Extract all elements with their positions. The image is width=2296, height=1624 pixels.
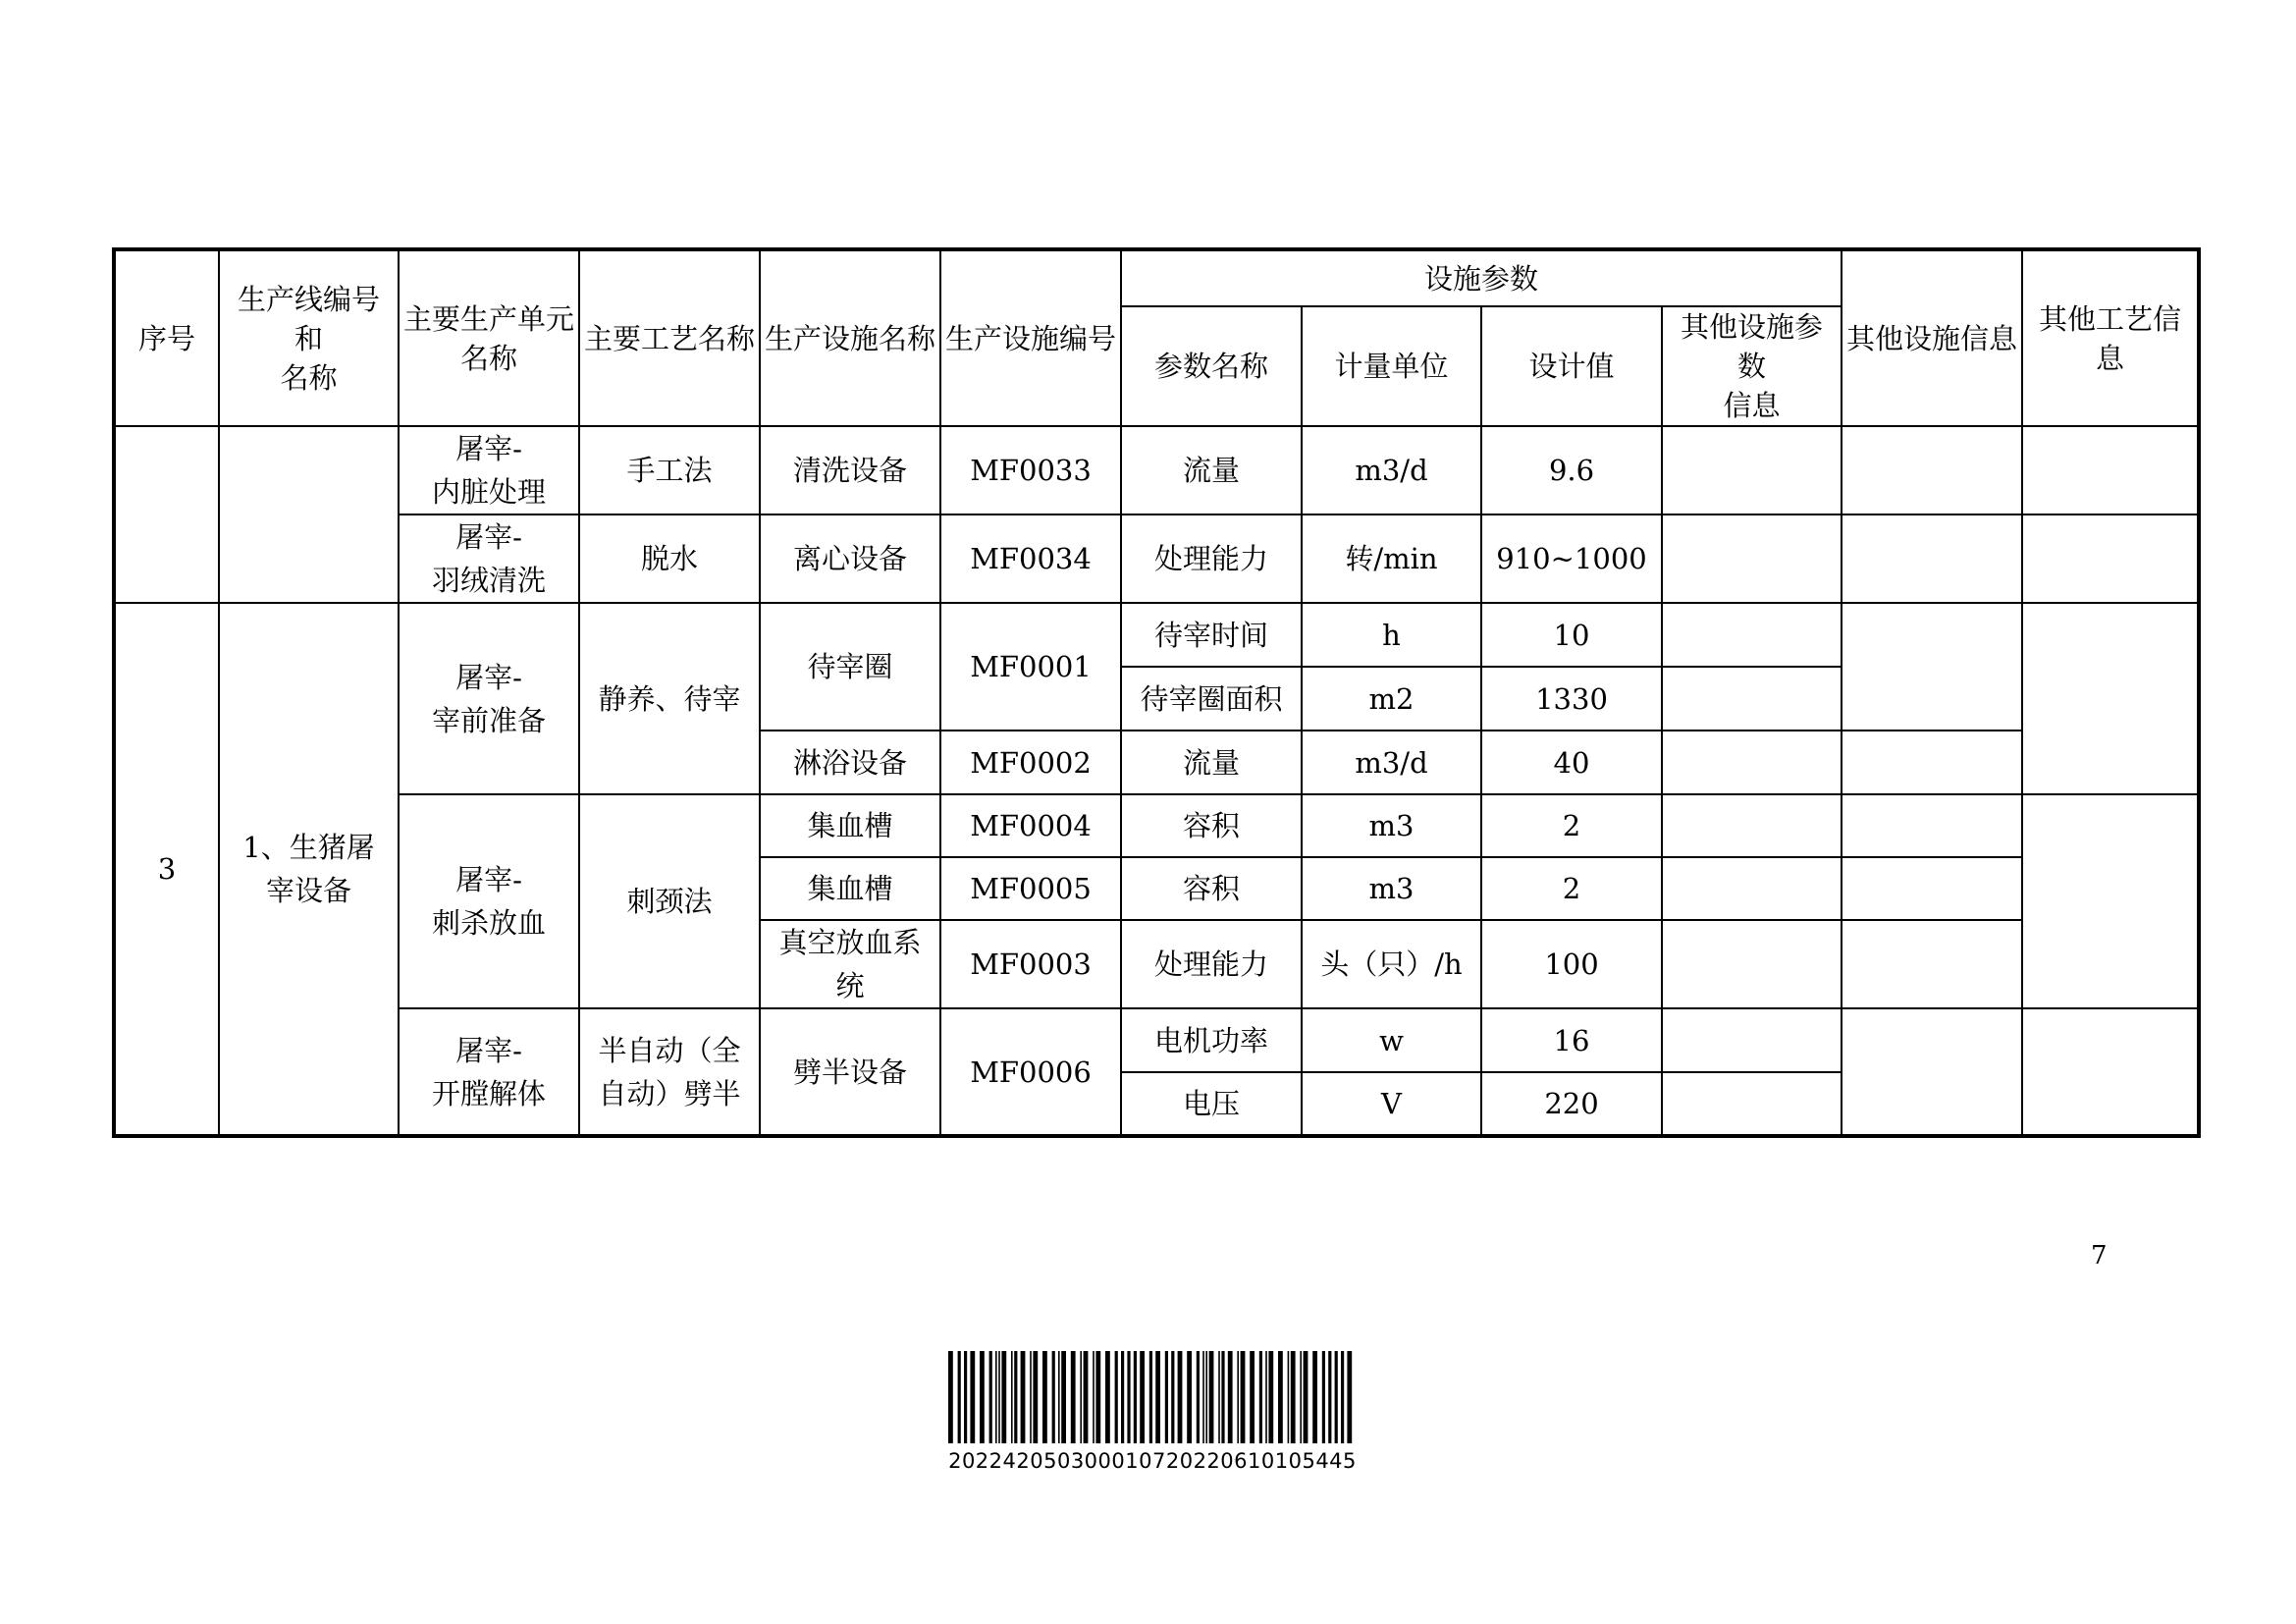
header-params-group: 设施参数 [1121, 249, 1842, 306]
barcode-bar [1021, 1351, 1026, 1443]
cell-other-param [1662, 1008, 1842, 1072]
cell-value: 2 [1481, 857, 1662, 920]
barcode-bar [1149, 1351, 1152, 1443]
barcode-bar [1291, 1351, 1296, 1443]
cell-other-process [2022, 426, 2199, 514]
cell-param: 待宰时间 [1121, 603, 1302, 667]
header-param-name: 参数名称 [1121, 306, 1302, 426]
cell-other-facility [1842, 514, 2022, 603]
cell-process: 半自动（全 自动）劈半 [579, 1008, 760, 1136]
barcode-bar [1014, 1351, 1017, 1443]
barcode-bar [964, 1351, 967, 1443]
barcode-bar [1001, 1351, 1006, 1443]
cell-seq: 3 [114, 603, 219, 1136]
cell-other-facility [1842, 1008, 2022, 1136]
cell-unit: 屠宰- 开膛解体 [399, 1008, 579, 1136]
cell-unit: 屠宰- 刺杀放血 [399, 794, 579, 1008]
barcode-bar [1328, 1351, 1331, 1443]
barcode-bar [948, 1351, 953, 1443]
cell-other-param [1662, 426, 1842, 514]
barcode-bar [970, 1351, 975, 1443]
cell-facility: 集血槽 [760, 857, 940, 920]
barcode-bar [1265, 1351, 1267, 1443]
cell-code: MF0006 [940, 1008, 1121, 1136]
cell-other-process [2022, 514, 2199, 603]
header-measure-unit: 计量单位 [1302, 306, 1481, 426]
cell-param: 待宰圈面积 [1121, 667, 1302, 731]
barcode-bar [1105, 1351, 1110, 1443]
header-facility-code: 生产设施编号 [940, 249, 1121, 426]
cell-process: 静养、待宰 [579, 603, 760, 794]
cell-line-empty [219, 426, 399, 603]
cell-param: 流量 [1121, 731, 1302, 794]
barcode-bar [998, 1351, 1000, 1443]
barcode-bar [1011, 1351, 1013, 1443]
barcode-bar [1347, 1351, 1352, 1443]
cell-param: 电机功率 [1121, 1008, 1302, 1072]
header-line: 生产线编号和 名称 [219, 249, 399, 426]
cell-other-process [2022, 1008, 2199, 1136]
barcode-bar [1052, 1351, 1055, 1443]
cell-param: 处理能力 [1121, 920, 1302, 1008]
cell-param: 处理能力 [1121, 514, 1302, 603]
cell-other-facility [1842, 603, 2022, 731]
barcode-bar [1071, 1351, 1076, 1443]
barcode-bar [1140, 1351, 1145, 1443]
cell-facility: 集血槽 [760, 794, 940, 857]
cell-other-facility [1842, 920, 2022, 1008]
cell-measure: m2 [1302, 667, 1481, 731]
cell-other-param [1662, 731, 1842, 794]
cell-code: MF0034 [940, 514, 1121, 603]
cell-other-facility [1842, 426, 2022, 514]
cell-process: 脱水 [579, 514, 760, 603]
cell-line: 1、生猪屠 宰设备 [219, 603, 399, 1136]
barcode-bar [1278, 1351, 1283, 1443]
barcode-bar [1127, 1351, 1130, 1443]
cell-param: 电压 [1121, 1072, 1302, 1136]
barcode-bar [1341, 1351, 1344, 1443]
cell-other-param [1662, 920, 1842, 1008]
barcode-bar [1228, 1351, 1233, 1443]
cell-process: 刺颈法 [579, 794, 760, 1008]
header-design-value: 设计值 [1481, 306, 1662, 426]
barcode-bar [995, 1351, 997, 1443]
barcode-bar [1300, 1351, 1302, 1443]
cell-value: 1330 [1481, 667, 1662, 731]
cell-param: 容积 [1121, 857, 1302, 920]
cell-measure: 转/min [1302, 514, 1481, 603]
barcode-bar [1202, 1351, 1204, 1443]
cell-param: 流量 [1121, 426, 1302, 514]
cell-unit: 屠宰- 羽绒清洗 [399, 514, 579, 603]
barcode-bar [1312, 1351, 1317, 1443]
barcode-bar [1218, 1351, 1220, 1443]
cell-other-facility [1842, 731, 2022, 794]
cell-unit: 屠宰- 宰前准备 [399, 603, 579, 794]
barcode-bar [989, 1351, 992, 1443]
cell-code: MF0003 [940, 920, 1121, 1008]
barcode-bar [1165, 1351, 1168, 1443]
barcode-bar [1171, 1351, 1174, 1443]
header-unit: 主要生产单元 名称 [399, 249, 579, 426]
cell-facility: 淋浴设备 [760, 731, 940, 794]
cell-measure: m3 [1302, 794, 1481, 857]
cell-other-facility [1842, 857, 2022, 920]
cell-measure: m3/d [1302, 426, 1481, 514]
barcode-bar [1288, 1351, 1290, 1443]
cell-other-param [1662, 603, 1842, 667]
cell-facility: 真空放血系 统 [760, 920, 940, 1008]
page-number: 7 [2091, 1241, 2108, 1271]
barcode-bar [1209, 1351, 1214, 1443]
header-other-facility-info: 其他设施信息 [1842, 249, 2022, 426]
barcode-image [944, 1351, 1361, 1443]
barcode-bar [1121, 1351, 1124, 1443]
cell-value: 220 [1481, 1072, 1662, 1136]
cell-measure: m3 [1302, 857, 1481, 920]
barcode-bar [1304, 1351, 1308, 1443]
cell-other-facility [1842, 794, 2022, 857]
barcode-bar [1134, 1351, 1137, 1443]
cell-value: 100 [1481, 920, 1662, 1008]
barcode-bar [1335, 1351, 1338, 1443]
header-process: 主要工艺名称 [579, 249, 760, 426]
barcode-bar [1178, 1351, 1183, 1443]
barcode-bar [1058, 1351, 1060, 1443]
cell-other-param [1662, 667, 1842, 731]
cell-other-param [1662, 514, 1842, 603]
cell-value: 40 [1481, 731, 1662, 794]
cell-code: MF0005 [940, 857, 1121, 920]
barcode-bar [980, 1351, 985, 1443]
cell-process: 手工法 [579, 426, 760, 514]
cell-facility: 劈半设备 [760, 1008, 940, 1136]
cell-value: 910~1000 [1481, 514, 1662, 603]
cell-facility: 待宰圈 [760, 603, 940, 731]
cell-measure: 头（只）/h [1302, 920, 1481, 1008]
cell-measure: V [1302, 1072, 1481, 1136]
cell-value: 16 [1481, 1008, 1662, 1072]
cell-other-process [2022, 794, 2199, 1008]
cell-measure: h [1302, 603, 1481, 667]
header-seq: 序号 [114, 249, 219, 426]
barcode-bar [1250, 1351, 1255, 1443]
barcode-bar [1241, 1351, 1246, 1443]
barcode-bar [1042, 1351, 1047, 1443]
barcode-bar [1187, 1351, 1192, 1443]
barcode-bar [1155, 1351, 1160, 1443]
cell-param: 容积 [1121, 794, 1302, 857]
cell-other-param [1662, 857, 1842, 920]
cell-value: 9.6 [1481, 426, 1662, 514]
cell-other-param [1662, 1072, 1842, 1136]
barcode-bar [1093, 1351, 1095, 1443]
barcode-bar [1095, 1351, 1100, 1443]
cell-code: MF0004 [940, 794, 1121, 857]
cell-code: MF0001 [940, 603, 1121, 731]
barcode-bar [1030, 1351, 1032, 1443]
barcode-bar [1033, 1351, 1038, 1443]
cell-value: 10 [1481, 603, 1662, 667]
facility-parameter-table [112, 247, 2201, 1138]
barcode-bar [1322, 1351, 1325, 1443]
barcode-bar [1084, 1351, 1089, 1443]
cell-unit: 屠宰- 内脏处理 [399, 426, 579, 514]
header-facility-name: 生产设施名称 [760, 249, 940, 426]
cell-other-process [2022, 603, 2199, 794]
barcode-bar [1237, 1351, 1239, 1443]
cell-measure: w [1302, 1008, 1481, 1072]
cell-measure: m3/d [1302, 731, 1481, 794]
cell-facility: 清洗设备 [760, 426, 940, 514]
barcode-bar [1115, 1351, 1118, 1443]
barcode-bar [1205, 1351, 1207, 1443]
cell-other-param [1662, 794, 1842, 857]
barcode-bar [1197, 1351, 1200, 1443]
barcode-bar [1268, 1351, 1273, 1443]
cell-code: MF0033 [940, 426, 1121, 514]
cell-seq-empty [114, 426, 219, 603]
cell-value: 2 [1481, 794, 1662, 857]
cell-facility: 离心设备 [760, 514, 940, 603]
barcode-bar [958, 1351, 961, 1443]
barcode-number: 20224205030001072022061010544​5 [948, 1449, 1357, 1473]
header-other-process-info: 其他工艺信息 [2022, 249, 2199, 426]
barcode-bar [1061, 1351, 1066, 1443]
barcode-bar [1221, 1351, 1224, 1443]
cell-code: MF0002 [940, 731, 1121, 794]
barcode-bar [1080, 1351, 1082, 1443]
barcode-bar [1259, 1351, 1262, 1443]
header-other-param-info: 其他设施参数 信息 [1662, 306, 1842, 426]
